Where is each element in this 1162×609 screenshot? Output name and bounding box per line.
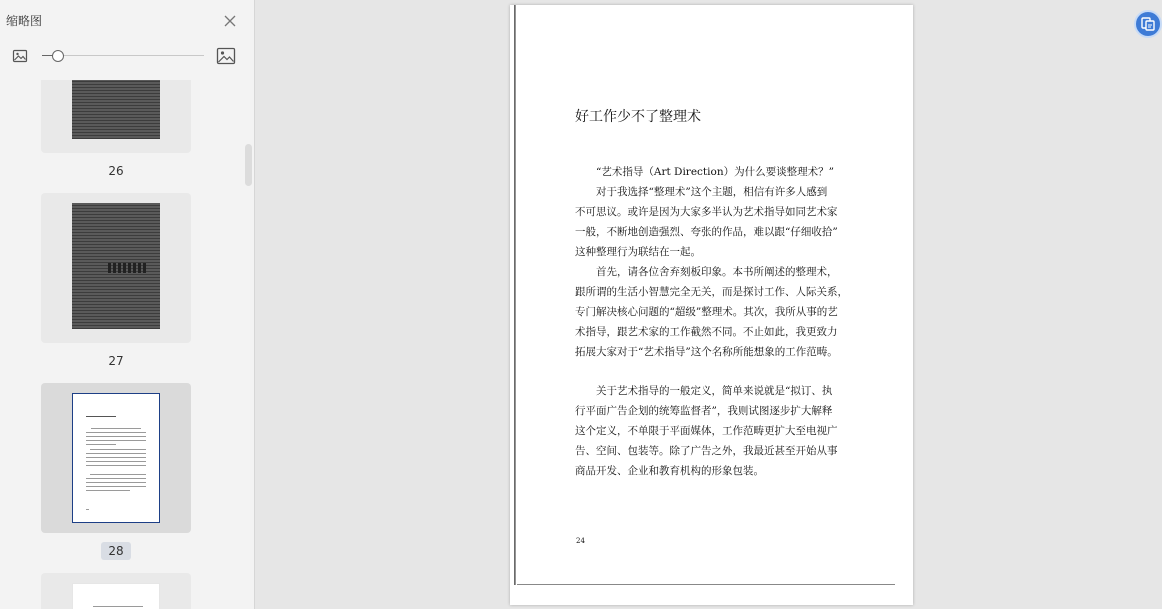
paragraph-2 [575, 182, 838, 262]
image-small-icon[interactable] [12, 48, 28, 64]
image-large-icon[interactable] [216, 46, 236, 66]
text-line: “艺术指导（Art Direction）为什么要谈整理术？” [596, 166, 834, 178]
thumbnail-panel [0, 0, 255, 609]
thumbnail-page-29[interactable] [41, 573, 191, 609]
paragraph-4 [575, 381, 838, 481]
text-line: 商品开发、企业和教育机构的形象包装。 [575, 465, 764, 477]
scan-edge [514, 5, 516, 585]
zoom-slider-thumb[interactable] [52, 50, 64, 62]
scan-bottom-edge [517, 584, 895, 585]
text-line: 一般，不断地创造强烈、夸张的作品，难以跟“仔细收拾” [575, 226, 838, 238]
thumbnail-page-28[interactable] [41, 383, 191, 533]
page-number: 24 [576, 537, 585, 545]
thumbnail-page-27[interactable] [41, 193, 191, 343]
page-label: 27 [108, 354, 124, 368]
thumbnail-image [72, 583, 160, 609]
page-label: 26 [108, 164, 124, 178]
thumbnail-text-block [108, 263, 148, 273]
text-line: 不可思议。或许是因为大家多半认为艺术指导如同艺术家 [575, 206, 838, 218]
text-line: 告、空间、包装等。除了广告之外，我最近甚至开始从事 [575, 445, 838, 457]
chapter-title: 好工作少不了整理术 [575, 109, 701, 125]
text-line: 这个定义，不单限于平面媒体，工作范畴更扩大至电视广 [575, 425, 838, 437]
text-line: 跟所谓的生活小智慧完全无关，而是探讨工作、人际关系， [575, 286, 848, 298]
text-line: 这种整理行为联结在一起。 [575, 246, 701, 258]
panel-title: 缩略图 [6, 14, 43, 28]
paragraph-1 [575, 162, 834, 182]
thumbnail-list[interactable] [0, 80, 245, 609]
thumbnail-image [72, 80, 160, 139]
text-line: 专门解决核心问题的“超级”整理术。其次，我所从事的艺 [575, 306, 838, 318]
close-icon[interactable] [222, 13, 238, 29]
thumbnail-page-26[interactable] [41, 80, 191, 153]
pages-icon [1140, 16, 1156, 32]
text-line: 术指导，跟艺术家的工作截然不同。不止如此，我更致力 [575, 326, 838, 338]
paragraph-3 [575, 262, 848, 362]
thumbnail-image [72, 203, 160, 329]
text-line: 关于艺术指导的一般定义，简单来说就是“拟订、执 [596, 385, 833, 397]
page-label: 28 [0, 542, 232, 560]
thumbnail-scrollbar[interactable] [245, 144, 252, 186]
text-line: 对于我选择“整理术”这个主题，相信有许多人感到 [596, 186, 828, 198]
text-line: 首先，请各位舍弃刻板印象。本书所阐述的整理术， [596, 266, 838, 278]
floating-tool-button[interactable] [1134, 10, 1162, 38]
text-line: 拓展大家对于“艺术指导”这个名称所能想象的工作范畴。 [575, 346, 838, 358]
zoom-slider-track[interactable] [42, 55, 204, 56]
thumbnail-image [72, 393, 160, 523]
text-line: 行平面广告企划的统筹监督者”，我则试图逐步扩大解释 [575, 405, 833, 417]
